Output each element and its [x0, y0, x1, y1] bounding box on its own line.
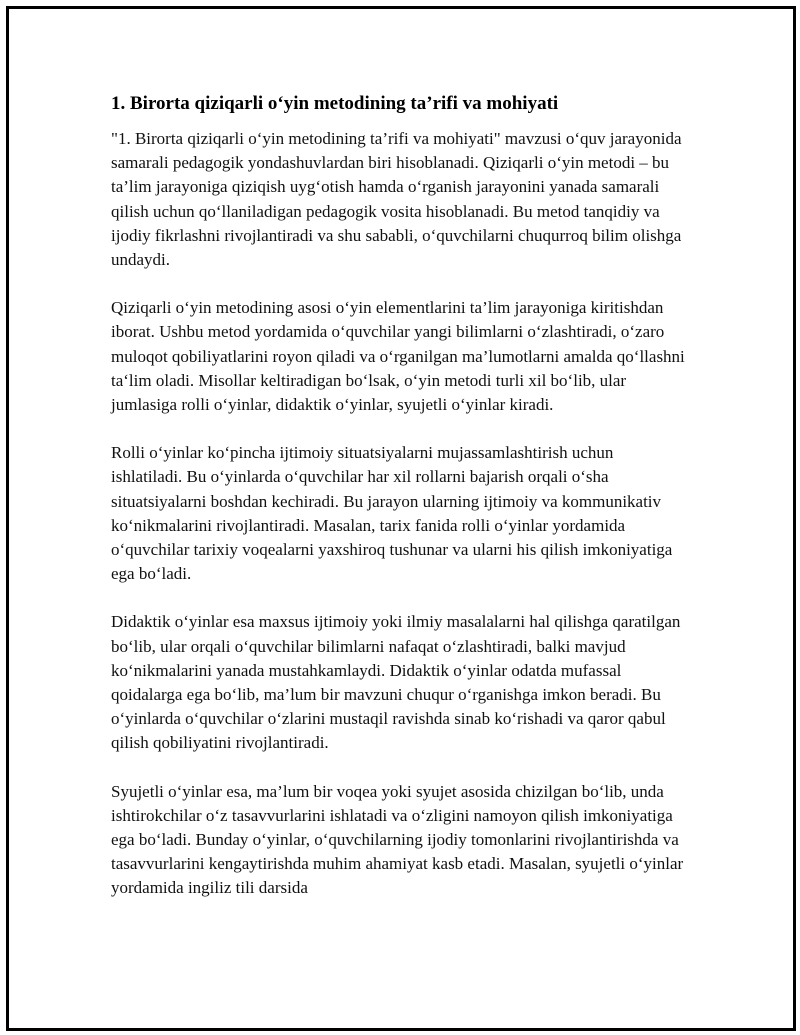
paragraph-didactic-games: Didaktik o‘yinlar esa maxsus ijtimoiy yoki ilmiy masalalarni hal qilishga qaratilgan bo‘lib, ular orqali o‘quvchilar bilimlarni nafaqat o‘zlashtiradi, balki mavjud ko‘nikmalarini yanada mustahkamlaydi. Didaktik o‘yinlar odatda mufassal qoidalarga ega bo‘lib, ma’lum bir mavzuni chuqur o‘rganishga imkon beradi. Bu o‘yinlarda o‘quvchilar o‘zlarini mustaqil ravishda sinab ko‘rishadi va qaror qabul qilish qobiliyatini rivojlantiradi.	[111, 612, 681, 753]
document-heading: 1. Birorta qiziqarli o‘yin metodining ta’rifi va mohiyati	[111, 93, 559, 114]
paragraph-intro: "1. Birorta qiziqarli o‘yin metodining ta’rifi va mohiyati" mavzusi o‘quv jarayonida samarali pedagogik yondashuvlardan biri hisoblanadi. Qiziqarli o‘yin metodi – bu ta’lim jarayoniga qiziqish uyg‘otish hamda o‘rganish jarayonini yanada samarali qilish uchun qo‘llaniladigan pedagogik vosita hisoblanadi. Bu metod tanqidiy va ijodiy fikrlashni rivojlantiradi va shu sababli, o‘quvchilarni chuqurroq bilim olishga undaydi.	[111, 129, 682, 270]
paragraph-role-games: Rolli o‘yinlar ko‘pincha ijtimoiy situatsiyalarni mujassamlashtirish uchun ishlatiladi. Bu o‘yinlarda o‘quvchilar har xil rollarni bajarish orqali o‘sha situatsiyalarni boshdan kechiradi. Bu jarayon ularning ijtimoiy va kommunikativ ko‘nikmalarini rivojlantiradi. Masalan, tarix fanida rolli o‘yinlar yordamida o‘quvchilar tarixiy voqealarni yaxshiroq tushunar va ularni his qilish imkoniyatiga ega bo‘ladi.	[111, 443, 673, 584]
paragraph-basis: Qiziqarli o‘yin metodining asosi o‘yin elementlarini ta’lim jarayoniga kiritishdan iborat. Ushbu metod yordamida o‘quvchilar yangi bilimlarni o‘zlashtiradi, o‘zaro muloqot qobiliyatlarini royon qiladi va o‘rganilgan ma’lumotlarni amalda qo‘llashni ta‘lim oladi. Misollar keltiradigan bo‘lsak, o‘yin metodi turli xil bo‘lib, ular jumlasiga rolli o‘yinlar, didaktik o‘yinlar, syujetli o‘yinlar kiradi.	[111, 298, 685, 415]
paragraph-plot-games: Syujetli o‘yinlar esa, ma’lum bir voqea yoki syujet asosida chizilgan bo‘lib, unda ishtirokchilar o‘z tasavvurlarini ishlatadi va o‘zligini namoyon qilish imkoniyatiga ega bo‘ladi. Bunday o‘yinlar, o‘quvchilarning ijodiy tomonlarini rivojlantirishda va tasavvurlarini kengaytirishda muhim ahamiyat kasb etadi. Masalan, syujetli o‘yinlar yordamida ingiliz tili darsida	[111, 781, 684, 898]
document-body	[111, 92, 686, 925]
